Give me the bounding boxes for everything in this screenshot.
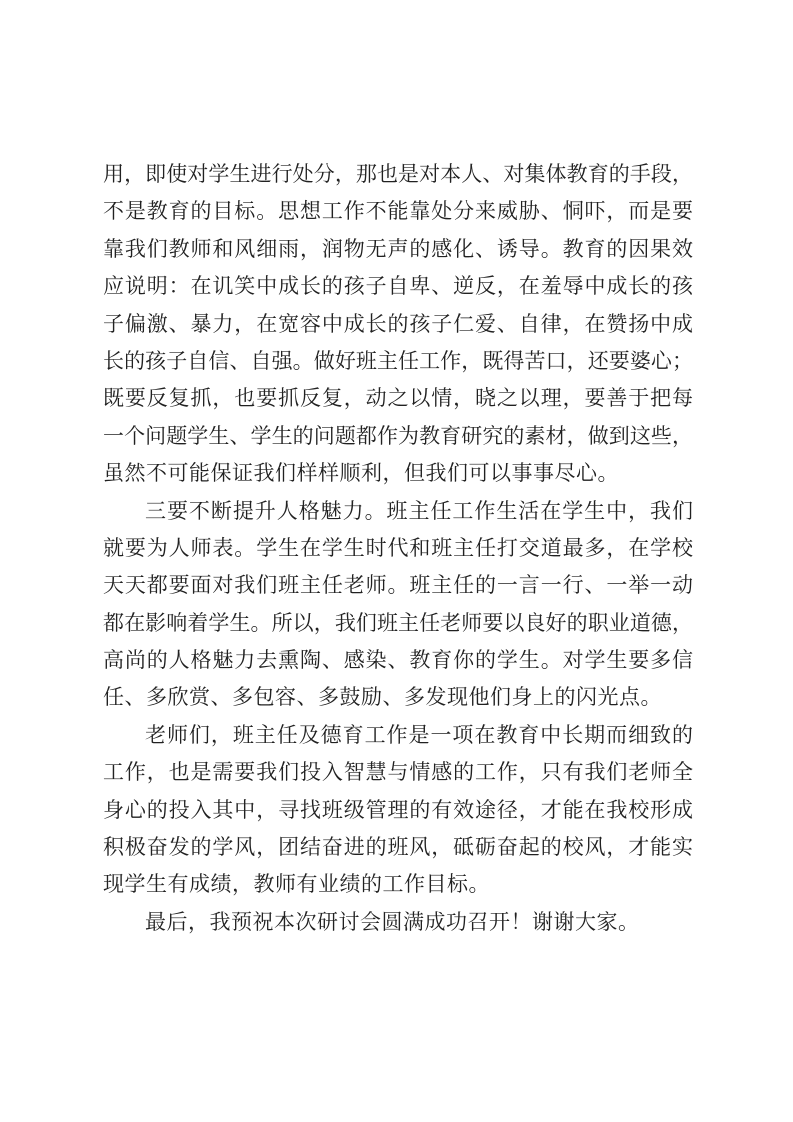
text-line: 子偏激、暴力，在宽容中成长的孩子仁爱、自律，在赞扬中成 [103,311,693,336]
paragraph [103,717,693,904]
paragraph [103,493,693,717]
text-line: 靠我们教师和风细雨，润物无声的感化、诱导。教育的因果效 [103,236,693,261]
text-line: 都在影响着学生。所以，我们班主任老师要以良好的职业道德， [103,610,693,635]
text-line: 虽然不可能保证我们样样顺利，但我们可以事事尽心。 [103,461,619,486]
text-line: 用，即使对学生进行处分，那也是对本人、对集体教育的手段， [103,162,693,186]
text-line: 身心的投入其中，寻找班级管理的有效途径，才能在我校形成 [103,797,693,822]
text-line: 最后，我预祝本次研讨会圆满成功召开！谢谢大家。 [145,909,640,934]
text-line: 现学生有成绩，教师有业绩的工作目标。 [103,872,490,897]
text-line: 积极奋发的学风，团结奋进的班风，砥砺奋起的校风，才能实 [103,835,693,860]
text-line: 应说明：在讥笑中成长的孩子自卑、逆反，在羞辱中成长的孩 [103,274,693,299]
paragraph [103,156,693,493]
text-line: 老师们，班主任及德育工作是一项在教育中长期而细致的 [145,722,693,747]
text-line: 工作，也是需要我们投入智慧与情感的工作，只有我们老师全 [103,760,693,785]
text-line: 三要不断提升人格魅力。班主任工作生活在学生中，我们 [145,498,693,523]
text-line: 既要反复抓，也要抓反复，动之以情，晓之以理，要善于把每 [103,386,693,411]
text-line: 任、多欣赏、多包容、多鼓励、多发现他们身上的闪光点。 [103,685,662,710]
text-line: 就要为人师表。学生在学生时代和班主任打交道最多，在学校 [103,535,693,560]
text-line: 天天都要面对我们班主任老师。班主任的一言一行、一举一动 [103,573,693,598]
document-body [103,156,693,941]
text-line: 不是教育的目标。思想工作不能靠处分来威胁、恫吓，而是要 [103,199,693,224]
text-line: 一个问题学生、学生的问题都作为教育研究的素材，做到这些， [103,423,693,448]
text-line: 长的孩子自信、自强。做好班主任工作，既得苦口，还要婆心； [103,348,693,373]
paragraph [103,904,693,941]
text-line: 高尚的人格魅力去熏陶、感染、教育你的学生。对学生要多信 [103,648,693,673]
